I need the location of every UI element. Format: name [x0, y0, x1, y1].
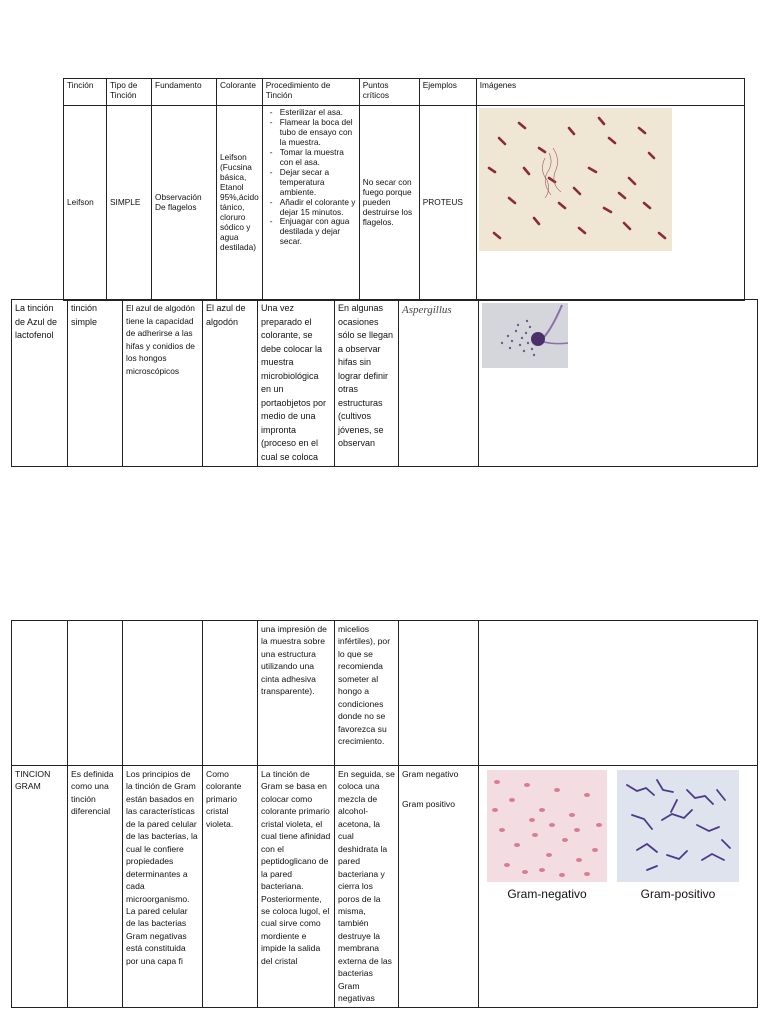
cell-tincion: La tinción de Azul de lactofenol	[12, 300, 68, 467]
cell-imagen	[476, 106, 744, 301]
procedure-step: - Añadir el colorante y dejar 15 minutos.	[280, 198, 356, 218]
header-colorante: Colorante	[217, 79, 263, 106]
cell-procedimiento	[262, 106, 359, 301]
cell-tincion: Leifson	[64, 106, 107, 301]
cell-ejemplos	[399, 766, 479, 1008]
cell-fundamento: Los principios de la tinción de Gram están basados en las características de la pared celular de las bacterias, la cual le confiere propiedades determinantes a cada microorganismo. La pared celular de las bacterias Gram negativas está constituida por una capa fi	[123, 766, 203, 1008]
header-puntos: Puntos críticos	[359, 79, 419, 106]
procedure-step: - Dejar secar a temperatura ambiente.	[280, 168, 356, 198]
cell-puntos: En seguida, se coloca una mezcla de alcohol-acetona, la cual deshidrata la pared bacteriana y cierra los poros de la misma, también destruye la membrana externa de las bacterias Gram negativas	[335, 766, 399, 1008]
procedure-step: - Esterilizar el asa.	[280, 108, 356, 118]
cell-colorante: Como colorante primario cristal violeta.	[203, 766, 258, 1008]
ejemplo-gram-positivo: Gram positivo	[402, 799, 456, 810]
cell-empty	[203, 621, 258, 766]
header-imagenes: Imágenes	[476, 79, 744, 106]
cell-procedimiento: una impresión de la muestra sobre una estructura utilizando una cinta adhesiva transparente).	[258, 621, 335, 766]
gram-positive-caption: Gram-positivo	[640, 887, 716, 901]
table-row	[12, 300, 758, 467]
procedure-list	[266, 108, 356, 247]
lactofenol-table	[11, 299, 758, 467]
gram-negative-caption: Gram-negativo	[507, 887, 587, 901]
proteus-micrograph	[479, 108, 672, 251]
cell-ejemplos: PROTEUS	[419, 106, 476, 301]
cell-procedimiento: Una vez preparado el colorante, se debe colocar la muestra microbiológica en un portaobjetos por medio de una impronta (proceso en el cual se coloca	[258, 300, 335, 467]
cell-empty	[479, 621, 758, 766]
header-tincion: Tinción	[64, 79, 107, 106]
cell-ejemplos: Aspergillus	[399, 300, 479, 467]
gram-negative-figure	[487, 770, 607, 903]
table-row	[64, 106, 745, 301]
header-procedimiento: Procedimiento de Tinción	[262, 79, 359, 106]
cell-tipo: tinción simple	[68, 300, 123, 467]
gram-negative-micrograph	[487, 770, 607, 882]
cell-empty	[123, 621, 203, 766]
leifson-table	[63, 78, 745, 301]
cell-colorante: Leifson (Fucsina básica, Etanol 95%,ácido tánico, cloruro sódico y agua destilada)	[217, 106, 263, 301]
gram-positive-micrograph	[617, 770, 739, 882]
header-fundamento: Fundamento	[152, 79, 217, 106]
cell-fundamento: Observación De flagelos	[152, 106, 217, 301]
procedure-step: - Tomar la muestra con el asa.	[280, 148, 356, 168]
procedure-step: - Enjuagar con agua destilada y dejar secar.	[280, 217, 356, 247]
gram-images	[487, 770, 753, 903]
cell-empty	[399, 621, 479, 766]
cell-tipo: Es definida como una tinción diferencial	[68, 766, 123, 1008]
cell-empty	[12, 621, 68, 766]
cell-fundamento: El azul de algodón tiene la capacidad de adherirse a las hifas y conidios de los hongos microscópicos	[123, 300, 203, 467]
cell-puntos: No secar con fuego porque pueden destruirse los flagelos.	[359, 106, 419, 301]
cell-imagen	[479, 300, 758, 467]
cell-tincion: TINCION GRAM	[12, 766, 68, 1008]
table-row	[12, 766, 758, 1008]
header-row	[64, 79, 745, 106]
header-ejemplos: Ejemplos	[419, 79, 476, 106]
ejemplo-gram-negativo: Gram negativo	[402, 769, 459, 779]
cell-empty	[68, 621, 123, 766]
cell-puntos: micelios infértiles), por lo que se recomienda someter al hongo a condiciones donde no se favorezca su crecimiento.	[335, 621, 399, 766]
cell-imagen	[479, 766, 758, 1008]
cell-procedimiento: La tinción de Gram se basa en colocar como colorante primario cristal violeta, el cual tiene afinidad con el peptidoglicano de la pared bacteriana. Posteriormente, se coloca lugol, el cual sirve como mordiente e impide la salida del cristal	[258, 766, 335, 1008]
aspergillus-micrograph	[482, 303, 568, 368]
header-tipo: Tipo de Tinción	[107, 79, 152, 106]
procedure-step: - Flamear la boca del tubo de ensayo con la muestra.	[280, 118, 356, 148]
cell-puntos: En algunas ocasiones sólo se llegan a observar hifas sin lograr definir otras estructuras (cultivos jóvenes, se observan	[335, 300, 399, 467]
cell-colorante: El azul de algodón	[203, 300, 258, 467]
table-row	[12, 621, 758, 766]
gram-positive-figure	[617, 770, 739, 903]
cell-tipo: SIMPLE	[107, 106, 152, 301]
gram-table	[11, 620, 758, 1008]
